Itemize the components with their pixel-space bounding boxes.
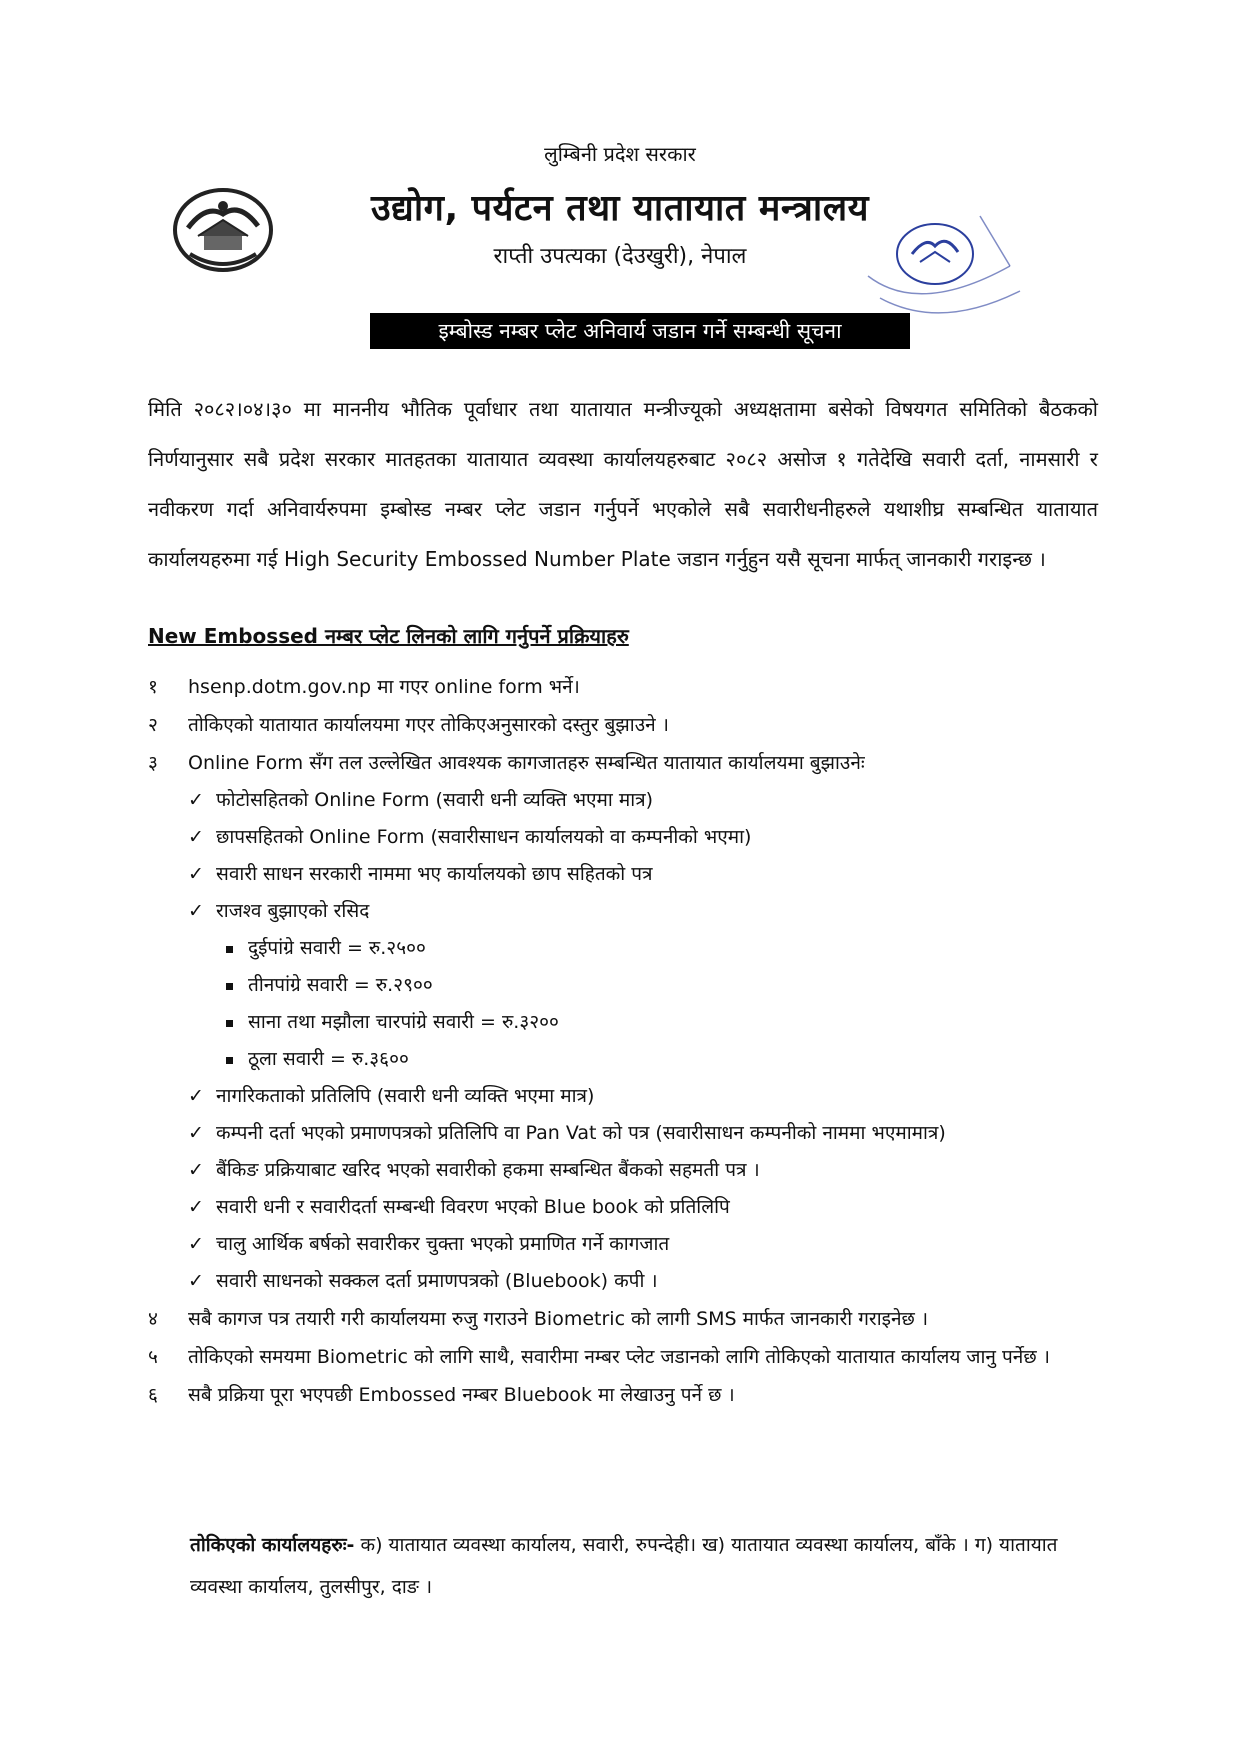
step-text: तोकिएको समयमा Biometric को लागि साथै, सवारीमा नम्बर प्लेट जडानको लागि तोकिएको यातायात कार्यालय जानु पर्नेछ । <box>188 1346 1050 1368</box>
step-number: २ <box>148 714 158 736</box>
ministry-title: उद्योग, पर्यटन तथा यातायात मन्त्रालय <box>370 188 870 229</box>
fee-item: ठूला सवारी = रु.३६०० <box>148 1041 1098 1078</box>
document-item: ✓ सवारी साधनको सक्कल दर्ता प्रमाणपत्रको (Bluebook) कपी । <box>148 1263 1098 1300</box>
designated-offices-text: क) यातायात व्यवस्था कार्यालय, सवारी, रुपन्देही। ख) यातायात व्यवस्था कार्यालय, बाँके । ग) यातायात व्यवस्था कार्यालय, तुलसीपुर, दाङ । <box>190 1534 1058 1598</box>
check-mark-icon: ✓ <box>188 1196 204 1218</box>
procedure-steps <box>148 668 1098 1414</box>
square-bullet-icon <box>226 1057 233 1064</box>
square-bullet-icon <box>226 983 233 990</box>
fee-item: साना तथा मझौला चारपांग्रे सवारी = रु.३२०० <box>148 1004 1098 1041</box>
state-government-name: लुम्बिनी प्रदेश सरकार <box>544 142 696 166</box>
step-item <box>148 668 1098 706</box>
document-item: ✓ फोटोसहितको Online Form (सवारी धनी व्यक्ति भएमा मात्र) <box>148 782 1098 819</box>
step-text: सबै कागज पत्र तयारी गरी कार्यालयमा रुजु गराउने Biometric को लागी SMS मार्फत जानकारी गराइनेछ । <box>188 1308 929 1330</box>
step-number: १ <box>148 676 158 698</box>
check-mark-icon: ✓ <box>188 863 204 885</box>
step-number: ४ <box>148 1308 158 1330</box>
step-item <box>148 706 1098 744</box>
check-mark-icon: ✓ <box>188 1159 204 1181</box>
document-item: ✓ कम्पनी दर्ता भएको प्रमाणपत्रको प्रतिलिपि वा Pan Vat को पत्र (सवारीसाधन कम्पनीको नाममा भएमामात्र) <box>148 1115 1098 1152</box>
document-item: ✓ नागरिकताको प्रतिलिपि (सवारी धनी व्यक्ति भएमा मात्र) <box>148 1078 1098 1115</box>
fee-item: दुईपांग्रे सवारी = रु.२५०० <box>148 930 1098 967</box>
fee-list <box>148 930 1098 1078</box>
required-documents-list-continued <box>148 1078 1098 1300</box>
step-text: सबै प्रक्रिया पूरा भएपछी Embossed नम्बर Bluebook मा लेखाउनु पर्ने छ । <box>188 1384 735 1406</box>
check-mark-icon: ✓ <box>188 900 204 922</box>
check-mark-icon: ✓ <box>188 826 204 848</box>
document-item: ✓ छापसहितको Online Form (सवारीसाधन कार्यालयको वा कम्पनीको भएमा) <box>148 819 1098 856</box>
step-number: ५ <box>148 1346 158 1368</box>
step-item <box>148 1338 1098 1376</box>
step-item <box>148 744 1098 782</box>
check-mark-icon: ✓ <box>188 1122 204 1144</box>
step-number: ३ <box>148 752 158 774</box>
document-item: ✓ सवारी साधन सरकारी नाममा भए कार्यालयको छाप सहितको पत्र <box>148 856 1098 893</box>
step-item <box>148 1376 1098 1414</box>
document-item: ✓ बैंकिङ प्रक्रियाबाट खरिद भएको सवारीको हकमा सम्बन्धित बैंकको सहमती पत्र । <box>148 1152 1098 1189</box>
check-mark-icon: ✓ <box>188 789 204 811</box>
check-mark-icon: ✓ <box>188 1233 204 1255</box>
intro-paragraph: मिति २०८२।०४।३० मा माननीय भौतिक पूर्वाधार तथा यातायात मन्त्रीज्यूको अध्यक्षतामा बसेको विषयगत समितिको बैठकको निर्णयानुसार सबै प्रदेश सरकार मातहतका यातायात व्यवस्था कार्यालयहरुबाट २०८२ असोज १ गतेदेखि सवारी दर्ता, नामसारी र नवीकरण गर्दा अनिवार्यरुपमा इम्बोस्ड नम्बर प्लेट जडान गर्नुपर्ने भएकोले सबै सवारीधनीहरुले यथाशीघ्र सम्बन्धित यातायात कार्यालयहरुमा गई High Security Embossed Number Plate जडान गर्नुहुन यसै सूचना मार्फत् जानकारी गराइन्छ । <box>148 397 1098 571</box>
designated-offices <box>190 1524 1090 1608</box>
step-number: ६ <box>148 1384 158 1406</box>
step-text: hsenp.dotm.gov.np मा गएर online form भर्ने। <box>188 676 580 698</box>
required-documents-list <box>148 782 1098 930</box>
step-text: तोकिएको यातायात कार्यालयमा गएर तोकिएअनुसारको दस्तुर बुझाउने । <box>188 714 669 736</box>
document-item: ✓ चालु आर्थिक बर्षको सवारीकर चुक्ता भएको प्रमाणित गर्ने कागजात <box>148 1226 1098 1263</box>
step-text: Online Form सँग तल उल्लेखित आवश्यक कागजातहरु सम्बन्धित यातायात कार्यालयमा बुझाउनेः <box>188 752 865 774</box>
ministry-address: राप्ती उपत्यका (देउखुरी), नेपाल <box>493 244 747 269</box>
designated-offices-label: तोकिएको कार्यालयहरुः- <box>190 1534 355 1556</box>
procedure-heading: New Embossed नम्बर प्लेट लिनको लागि गर्नुपर्ने प्रक्रियाहरु <box>148 624 629 648</box>
fee-item: तीनपांग्रे सवारी = रु.२९०० <box>148 967 1098 1004</box>
document-item: ✓ राजश्व बुझाएको रसिद <box>148 893 1098 930</box>
check-mark-icon: ✓ <box>188 1085 204 1107</box>
document-item: ✓ सवारी धनी र सवारीदर्ता सम्बन्धी विवरण भएको Blue book को प्रतिलिपि <box>148 1189 1098 1226</box>
step-item <box>148 1300 1098 1338</box>
notice-title-banner: इम्बोस्ड नम्बर प्लेट अनिवार्य जडान गर्ने सम्बन्धी सूचना <box>370 313 910 349</box>
square-bullet-icon <box>226 946 233 953</box>
check-mark-icon: ✓ <box>188 1270 204 1292</box>
square-bullet-icon <box>226 1020 233 1027</box>
